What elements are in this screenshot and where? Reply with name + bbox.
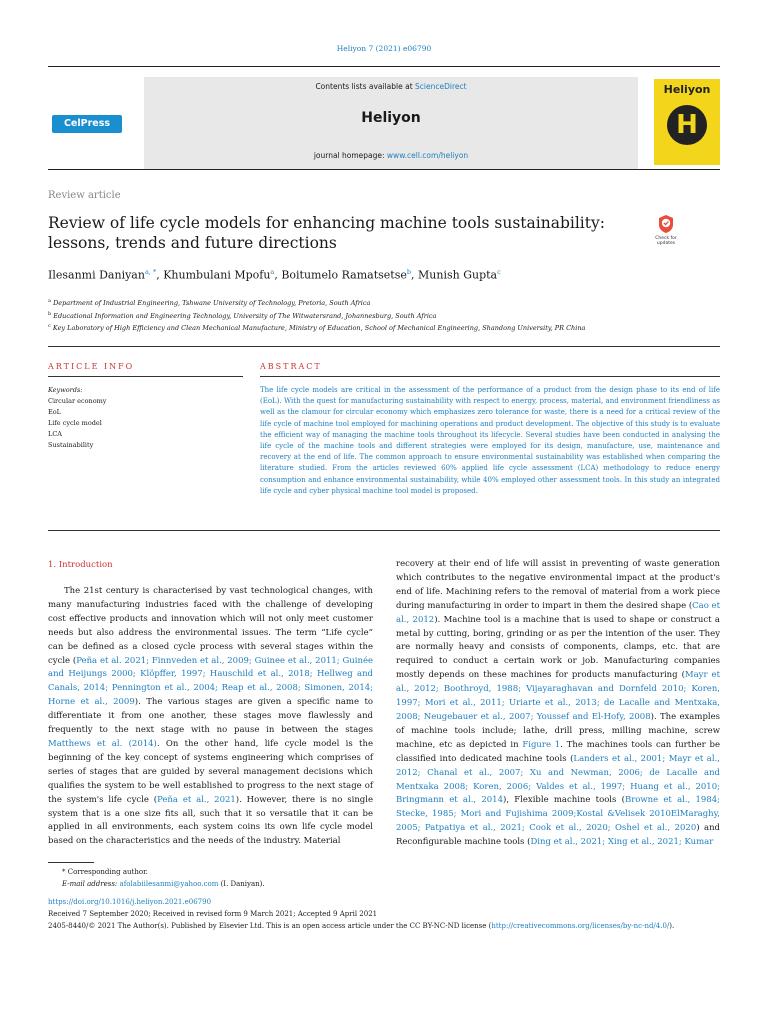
abstract-heading: ABSTRACT — [260, 362, 322, 371]
publication-info — [48, 896, 720, 932]
body-text: ). Machine tool is a machine that is used to shape or construct a metal by cutting, boring, grinding or as per the intention of the user. They are normally heavy and consists of components, clamps, etc. that are required to conduct a certain work or job. Manufacturing companies mostly depends on these machines for products manufacturing ( — [396, 614, 720, 681]
homepage-link[interactable]: www.cell.com/heliyon — [386, 151, 469, 160]
keyword-item: Life cycle model — [48, 419, 102, 427]
keywords-block — [48, 385, 106, 451]
article-type: Review article — [48, 190, 121, 201]
keyword-item: Sustainability — [48, 441, 94, 449]
email-suffix: (I. Daniyan). — [218, 880, 265, 888]
email-note — [48, 878, 265, 890]
affiliation-text: Educational Information and Engineering Technology, University of The Witwatersrand, Johannesburg, South Africa — [53, 311, 437, 320]
body-text: ). The examples of machine tools include; lathe, drill press, milling machine, screw machine, etc as depicted in — [396, 711, 720, 750]
affiliation-mark: c — [48, 323, 51, 330]
cover-logo-icon: H — [667, 105, 707, 145]
body-text: ) and Reconfigurable machine tools ( — [396, 823, 720, 848]
keyword-item: LCA — [48, 430, 62, 438]
citation-link[interactable]: Matthews et al. (2014) — [48, 738, 157, 749]
affiliation-item — [48, 296, 585, 309]
keywords-label: Keywords: — [48, 386, 83, 394]
citation-link[interactable]: Figure 1 — [522, 739, 561, 750]
author-affiliation-mark[interactable]: a — [270, 268, 275, 276]
author-affiliation-mark[interactable]: b — [406, 268, 412, 276]
author-name[interactable]: Boitumelo Ramatsetse — [281, 268, 407, 282]
body-text: . The machines tools can further be classified into dedicated machine tools ( — [396, 739, 720, 764]
section-divider — [48, 346, 720, 347]
citation-link[interactable]: Landers et al., 2001; Mayr et al., 2012; Chanal et al., 2007; Xu and Newman, 2006; de Lacalle and Mentxaka 2008; Koren, 2006; Valdes et al., 1997; Huang et al., 2010; Bringmann et al., 2014 — [396, 753, 720, 806]
check-for-updates-button[interactable] — [648, 214, 684, 254]
citation-link[interactable]: Cao et al., 2012 — [396, 600, 720, 625]
contents-prefix: Contents lists available at — [315, 82, 416, 91]
footnotes — [48, 866, 265, 890]
keyword-item: Circular economy — [48, 397, 107, 405]
body-text: . On the other hand, life cycle model is the beginning of the key concept of systems engineering which comprises of series of stages that are guided by several management decisions which qualifies the system to be well established to progress to the next stage of the system's life cycle ( — [48, 738, 373, 805]
author-name[interactable]: Munish Gupta — [418, 268, 498, 282]
body-text: ). The various stages are given a specific name to differentiate it from one another, these stages move flawlessly and frequently to the next stage with no pause in between the stages — [48, 697, 373, 736]
corresponding-author-note — [48, 866, 265, 878]
license-text: 2405-8440/© 2021 The Author(s). Published by Elsevier Ltd. This is an open access article under the CC BY-NC-ND license ( — [48, 922, 492, 930]
footnote-text: Corresponding author. — [67, 868, 148, 876]
footnote-rule — [48, 862, 94, 863]
license-link[interactable]: http://creativecommons.org/licenses/by-nc-nd/4.0/ — [491, 922, 670, 930]
introduction-right-column — [396, 558, 720, 850]
sciencedirect-link[interactable]: ScienceDirect — [415, 82, 467, 91]
affiliation-item — [48, 321, 585, 334]
abstract-rule — [260, 376, 720, 377]
body-text: ). However, there is no single system that is a one size fits all, such that it so versatile that it can be applied in all environments, each system coins its own life cycle model based on the characteristics and the needs of the industry. Material — [48, 794, 373, 847]
section-divider — [48, 530, 720, 531]
check-updates-label: Check for updates — [655, 236, 677, 246]
citation-link[interactable]: Browne et al., 1984; Stecke, 1985; Mori and Fujishima 2009;Kostal &Velisek 2010ElMaraghy, 2005; Patpatiya et al., 2021; Cook et al., 2020; Oshel et al., 2020 — [396, 795, 720, 834]
body-text: recovery at their end of life will assist in preventing of waste generation which contributes to the negative environmental impact at the product's end of life. Machining refers to the removal of material from a work piece during manufacturing in order to impart in them the desired shape ( — [396, 559, 720, 611]
contents-line — [144, 82, 638, 91]
footnote-mark: * — [62, 868, 66, 876]
affiliation-mark: a — [48, 298, 51, 304]
received-dates: Received 7 September 2020; Received in revised form 9 March 2021; Accepted 9 April 2021 — [48, 910, 378, 918]
introduction-left-column — [48, 585, 373, 849]
license-suffix: ). — [669, 922, 675, 930]
homepage-prefix: journal homepage: — [313, 151, 387, 160]
introduction-heading: 1. Introduction — [48, 560, 113, 570]
author-list: Ilesanmi Daniyan$^{a, *}$, Khumbulani Mpofu$^a$, Boitumelo Ramatsetse$^b$, Munish Gupta$^c$ — [48, 268, 501, 282]
affiliation-mark: b — [48, 310, 52, 317]
cover-title: Heliyon — [663, 83, 711, 96]
citation-link[interactable]: Ding et al., 2021; Xing et al., 2021; Kumar — [530, 837, 714, 848]
article-title: Review of life cycle models for enhancing machine tools sustainability: lessons, trends and future directions — [48, 214, 605, 252]
author-name[interactable]: Ilesanmi Daniyan — [48, 268, 145, 282]
introduction-paragraph — [48, 585, 373, 849]
journal-cover-image[interactable] — [654, 79, 720, 165]
cellpress-badge: CelPress — [52, 115, 122, 133]
author-name[interactable]: Khumbulani Mpofu — [163, 268, 271, 282]
affiliations — [48, 296, 585, 334]
article-info-rule — [48, 376, 243, 377]
cellpress-logo[interactable] — [48, 81, 138, 161]
email-label: E-mail address: — [62, 880, 120, 888]
citation-link[interactable]: Mayr et al., 2012; Boothroyd, 1988; Vijayaraghavan and Dornfeld 2010; Koren, 1997; Mori et al., 2011; Uriarte et al., 2013; de Lacalle and Mentxaka, 2008; Neugebauer et al., 2007; Youssef and El-Hofy, 2008 — [396, 670, 720, 722]
check-updates-icon — [657, 214, 675, 234]
author-affiliation-mark[interactable]: c — [497, 268, 501, 276]
body-text: ), Flexible machine tools ( — [503, 795, 625, 806]
journal-info-panel — [144, 77, 638, 169]
author-email-link[interactable]: afolabiilesanmi@yahoo.com — [119, 880, 219, 888]
doi-link[interactable]: https://doi.org/10.1016/j.heliyon.2021.e06790 — [48, 898, 212, 906]
citation-link[interactable]: Peña et al. 2021; Finnveden et al., 2009; Guinee et al., 2011; Guinée and Heijungs 2000; Klöpffer, 1997; Hauschild et al., 2018; Hellweg and Canals, 2014; Pennington et al., 2004; Reap et al., 2008; Simonen, 2014; Horne et al., 2009 — [48, 655, 374, 708]
homepage-line — [144, 151, 638, 160]
abstract-text: The life cycle models are critical in the assessment of the performance of a product from the design phase to its end of life (EoL). With the quest for manufacturing sustainability with respect to energy, process, material, and environment friendliness as well as the clamour for circular economy which emphasizes zero tolerance for waste, there is a need for a critical review of the life cycle of machine tool employed for machining operations and product development. The objective of this study is to evaluate the efficient way of managing the machine tools throughout its lifecycle. Several studies have been conducted in analysing the life cycle of the machine tools and different strategies were employed for its design, manufacture, use, maintenance and recovery at the end of life. The common approach to ensure environmental sustainability was established when comparing the literature studied. From the articles reviewed 60% applied life cycle assessment (LCA) methodology to reduce energy consumption and enhance environmental sustainability, while 40% employed other assessment tools. In this study an integrated life cycle and cyber physical machine tool model is proposed. — [260, 386, 720, 495]
keyword-item: EoL — [48, 408, 61, 416]
body-text: The 21st century is characterised by vast technological changes, with many manufacturing industries faced with the challenge of developing cost effective products and innovation which will not only meet customer needs but also address the environmental issues. The term “Life cycle” can be defined as a closed cycle process with several stages within the cycle ( — [48, 586, 373, 666]
affiliation-item — [48, 309, 585, 322]
license-statement — [48, 920, 720, 932]
affiliation-text: Department of Industrial Engineering, Tshwane University of Technology, Pretoria, South Africa — [53, 299, 371, 308]
introduction-paragraph — [396, 558, 720, 850]
affiliation-text: Key Laboratory of High Efficiency and Clean Mechanical Manufacture, Ministry of Education, School of Mechanical Engineering, Shandong University, PR China — [52, 324, 586, 333]
journal-name: Heliyon — [361, 110, 421, 126]
journal-header — [48, 66, 720, 170]
citation-link[interactable]: Peña et al., 2021 — [157, 794, 236, 805]
article-info-heading: ARTICLE INFO — [48, 362, 135, 371]
journal-citation[interactable]: Heliyon 7 (2021) e06790 — [336, 44, 432, 53]
author-affiliation-mark[interactable]: a, * — [144, 268, 157, 276]
